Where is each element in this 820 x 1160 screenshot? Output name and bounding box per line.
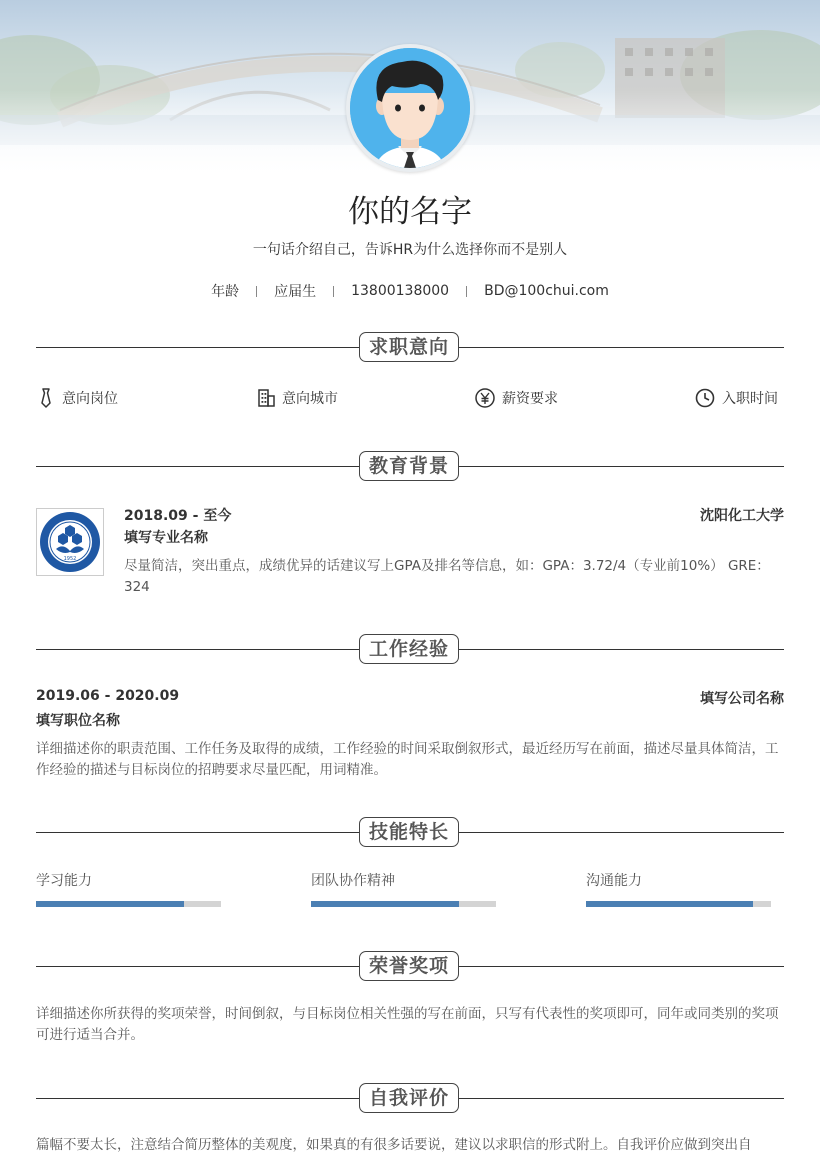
education-date: 2018.09 - 至今 bbox=[124, 508, 232, 524]
skill-bar bbox=[311, 901, 496, 907]
skill-label: 团队协作精神 bbox=[311, 873, 395, 889]
section-title: 求职意向 bbox=[359, 332, 459, 362]
education-description: 尽量简洁，突出重点，成绩优异的话建议写上GPA及排名等信息，如：GPA：3.72/4（专业前10%） GRE：324 bbox=[124, 558, 770, 595]
tagline: 一句话介绍自己，告诉HR为什么选择你而不是别人 bbox=[252, 242, 568, 258]
divider bbox=[333, 286, 334, 297]
info-phone: 13800138000 bbox=[351, 283, 450, 299]
skill-bar-fill bbox=[586, 901, 753, 907]
info-email[interactable]: BD@100chui.com bbox=[484, 283, 609, 299]
section-header-education bbox=[36, 451, 784, 483]
school-logo bbox=[36, 508, 104, 576]
section-header-intent bbox=[36, 332, 784, 364]
skill-label: 沟通能力 bbox=[586, 873, 642, 889]
section-header-self bbox=[36, 1083, 784, 1115]
svg-text:1952: 1952 bbox=[63, 556, 77, 562]
work-date: 2019.06 - 2020.09 bbox=[36, 688, 180, 704]
contact-info-row bbox=[0, 281, 820, 301]
intent-label: 薪资要求 bbox=[502, 391, 558, 407]
divider bbox=[466, 286, 467, 297]
section-header-work bbox=[36, 634, 784, 666]
tie-icon bbox=[36, 387, 56, 409]
honors-description: 详细描述你所获得的奖项荣誉，时间倒叙，与目标岗位相关性强的写在前面，只写有代表性的奖项即可，同年或同类别的奖项可进行适当合并。 bbox=[36, 1006, 779, 1043]
intent-label: 意向岗位 bbox=[62, 391, 118, 407]
intent-item-position bbox=[36, 387, 118, 409]
work-description: 详细描述你的职责范围、工作任务及取得的成绩，工作经验的时间采取倒叙形式，最近经历写在前面，描述尽量具体简洁，工作经验的描述与目标岗位的招聘要求尽量匹配，用词精准。 bbox=[36, 741, 779, 778]
section-header-honors bbox=[36, 951, 784, 983]
intent-label: 入职时间 bbox=[722, 391, 778, 407]
skill-bar bbox=[36, 901, 221, 907]
education-school: 沈阳化工大学 bbox=[700, 508, 784, 524]
section-title: 技能特长 bbox=[359, 817, 459, 847]
skill-bar-fill bbox=[36, 901, 184, 907]
education-major: 填写专业名称 bbox=[124, 530, 208, 546]
candidate-name: 你的名字 bbox=[348, 194, 472, 230]
divider bbox=[256, 286, 257, 297]
section-title: 荣誉奖项 bbox=[359, 951, 459, 981]
skill-bar-fill bbox=[311, 901, 459, 907]
section-header-skills bbox=[36, 817, 784, 849]
skill-bar bbox=[586, 901, 771, 907]
avatar bbox=[346, 44, 474, 172]
work-company: 填写公司名称 bbox=[700, 691, 784, 707]
intent-item-city bbox=[256, 387, 338, 409]
work-position: 填写职位名称 bbox=[36, 713, 120, 729]
avatar-illustration bbox=[350, 48, 470, 168]
info-age: 年龄 bbox=[211, 284, 240, 300]
intent-item-start-date bbox=[694, 387, 778, 409]
self-description: 篇幅不要太长，注意结合简历整体的美观度，如果真的有很多话要说，建议以求职信的形式附上。自我评价应做到突出自 bbox=[36, 1137, 752, 1153]
clock-icon bbox=[694, 387, 716, 409]
skill-label: 学习能力 bbox=[36, 873, 92, 889]
info-status: 应届生 bbox=[274, 284, 317, 300]
yen-icon bbox=[474, 387, 496, 409]
section-title: 教育背景 bbox=[359, 451, 459, 481]
intent-label: 意向城市 bbox=[282, 391, 338, 407]
section-title: 工作经验 bbox=[359, 634, 459, 664]
section-title: 自我评价 bbox=[359, 1083, 459, 1113]
intent-item-salary bbox=[474, 387, 558, 409]
building-icon bbox=[256, 387, 276, 409]
